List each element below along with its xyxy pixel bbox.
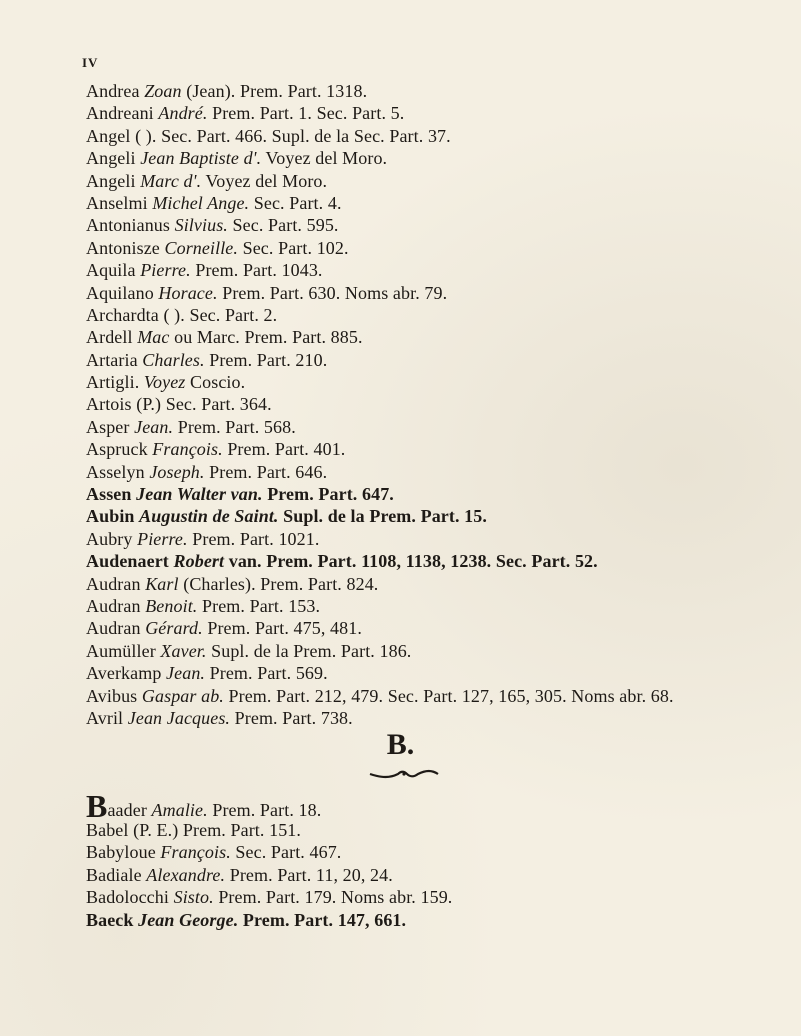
index-entry: Avibus Gaspar ab. Prem. Part. 212, 479. Sec. Part. 127, 165, 305. Noms abr. 68. xyxy=(86,685,674,706)
drop-cap: B xyxy=(86,788,108,824)
index-entry: Archardta ( ). Sec. Part. 2. xyxy=(86,304,278,325)
index-entry: Badiale Alexandre. Prem. Part. 11, 20, 24. xyxy=(86,864,393,885)
index-entry: Avril Jean Jacques. Prem. Part. 738. xyxy=(86,707,353,728)
index-entry: Aubin Augustin de Saint. Supl. de la Prem. Part. 15. xyxy=(86,506,487,527)
index-entry: Artigli. Voyez Coscio. xyxy=(86,372,246,393)
ornament-divider-icon xyxy=(368,768,440,780)
index-entry: Audran Gérard. Prem. Part. 475, 481. xyxy=(86,618,362,639)
index-entry: Asselyn Joseph. Prem. Part. 646. xyxy=(86,461,328,482)
index-entry: Audran Karl (Charles). Prem. Part. 824. xyxy=(86,573,379,594)
index-entry: Assen Jean Walter van. Prem. Part. 647. xyxy=(86,484,394,505)
index-entry: Babel (P. E.) Prem. Part. 151. xyxy=(86,819,301,840)
index-entry: Artaria Charles. Prem. Part. 210. xyxy=(86,349,328,370)
index-entry: Baader Amalie. Prem. Part. 18. xyxy=(86,788,322,824)
index-entry: Babyloue François. Sec. Part. 467. xyxy=(86,842,342,862)
index-entry: Angeli Jean Baptiste d'. Voyez del Moro. xyxy=(86,148,388,169)
index-entry: Andrea Zoan (Jean). Prem. Part. 1318. xyxy=(86,81,368,101)
index-entry: Aubry Pierre. Prem. Part. 1021. xyxy=(86,528,320,549)
index-entry: Andreani André. Prem. Part. 1. Sec. Part. 5. xyxy=(86,103,405,124)
index-entry: Artois (P.) Sec. Part. 364. xyxy=(86,394,272,415)
index-entry: Averkamp Jean. Prem. Part. 569. xyxy=(86,663,328,684)
index-entry: Antonianus Silvius. Sec. Part. 595. xyxy=(86,215,339,236)
index-entry: Baeck Jean George. Prem. Part. 147, 661. xyxy=(86,909,407,930)
index-entry: Asper Jean. Prem. Part. 568. xyxy=(86,416,296,437)
index-entry: Ardell Mac ou Marc. Prem. Part. 885. xyxy=(86,327,363,348)
index-entry: Audran Benoit. Prem. Part. 153. xyxy=(86,595,321,616)
section-b-entries xyxy=(86,788,786,931)
index-entry: Audenaert Robert van. Prem. Part. 1108, 1138, 1238. Sec. Part. 52. xyxy=(86,551,598,572)
index-entry: Aquila Pierre. Prem. Part. 1043. xyxy=(86,260,323,281)
section-heading: B. xyxy=(386,728,415,761)
index-entry: Aquilano Horace. Prem. Part. 630. Noms abr. 79. xyxy=(86,282,448,303)
index-entry: Anselmi Michel Ange. Sec. Part. 4. xyxy=(86,192,342,213)
section-a-entries xyxy=(86,80,786,729)
index-entry: Aumüller Xaver. Supl. de la Prem. Part. 186. xyxy=(86,640,412,661)
index-entry: Badolocchi Sisto. Prem. Part. 179. Noms abr. 159. xyxy=(86,887,453,907)
index-entry: Antonisze Corneille. Sec. Part. 102. xyxy=(86,237,349,258)
index-entry: Angel ( ). Sec. Part. 466. Supl. de la Sec. Part. 37. xyxy=(86,125,451,146)
page-number: IV xyxy=(82,55,99,70)
index-entry: Angeli Marc d'. Voyez del Moro. xyxy=(86,170,328,191)
index-entry: Aspruck François. Prem. Part. 401. xyxy=(86,439,346,460)
